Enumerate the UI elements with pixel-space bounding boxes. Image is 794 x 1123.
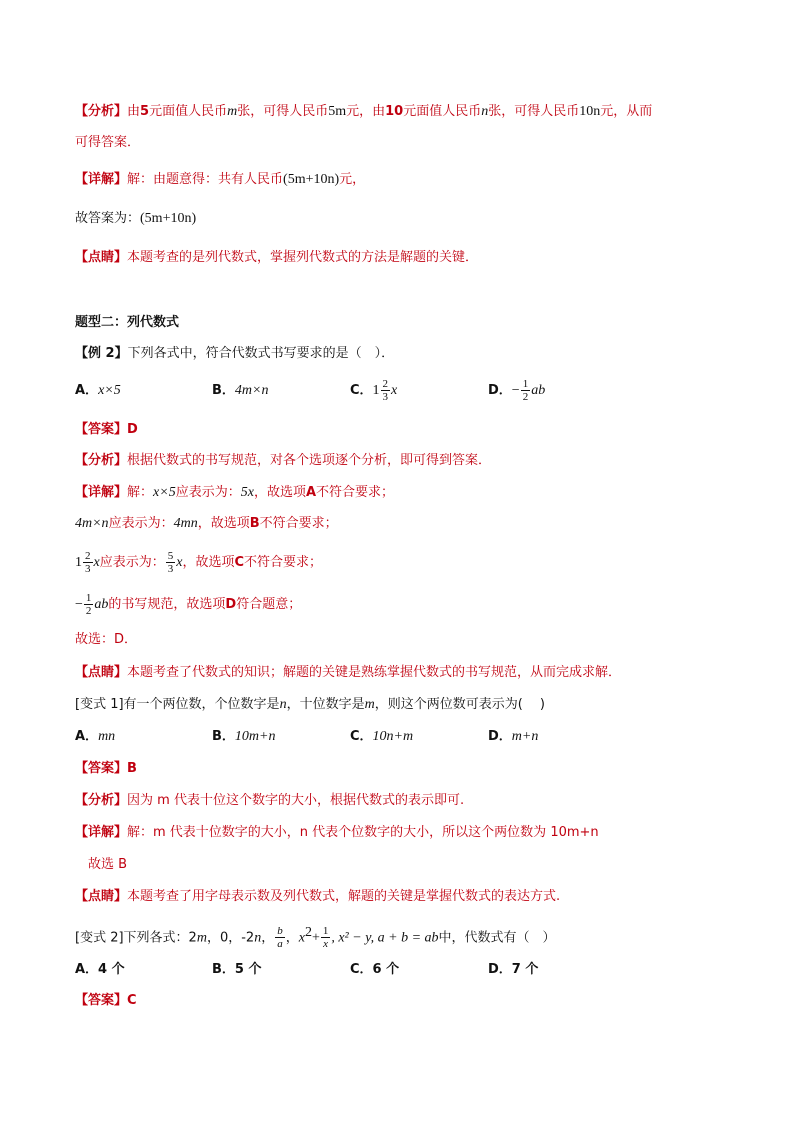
analysis-tag: 【分析】: [75, 104, 128, 119]
detail-tag: 【详解】: [75, 172, 128, 187]
ex2-option-b: B．4m×n: [212, 383, 269, 398]
ex2-option-c: C．1 $\frac{2}{3}$ x: [350, 378, 398, 403]
var1-option-d: D．m+n: [488, 729, 539, 744]
section-title: 题型二：列代数式: [75, 315, 180, 330]
ex1-analysis-continued: 可得答案．: [75, 135, 141, 150]
analysis-text-1: 由: [127, 104, 141, 119]
ex2-option-d: D．− $\frac{1}{2}$ ab: [488, 378, 546, 403]
var1-answer: 【答案】B: [75, 761, 137, 776]
ex2-analysis: 【分析】根据代数式的书写规范，对各个选项逐个分析，即可得到答案．: [75, 453, 492, 468]
var1-detail: 【详解】解：m 代表十位数字的大小，n 代表个位数字的大小，所以这个两位数为 10m+n: [75, 825, 599, 840]
ex2-detail-a: 【详解】解：x×5应表示为：5x，故选项A不符合要求；: [75, 485, 395, 500]
var2-option-a: A．4 个: [75, 962, 125, 977]
ex2-question: 【例 2】下列各式中，符合代数式书写要求的是（ ）．: [75, 346, 395, 361]
ex2-option-a: A．x×5: [75, 383, 121, 398]
var1-analysis: 【分析】因为 m 代表十位这个数字的大小，根据代数式的表示即可.: [75, 793, 465, 808]
var1-question: [变式 1]有一个两位数，个位数字是n，十位数字是m，则这个两位数可表示为( ): [75, 697, 545, 712]
comment-tag: 【点睛】: [75, 250, 128, 265]
ex1-detail-line: 【详解】解：由题意得：共有人民币(5m+10n)元，: [75, 172, 366, 187]
ex1-comment-line: 【点睛】本题考查的是列代数式，掌握列代数式的方法是解题的关键．: [75, 250, 479, 265]
var1-option-c: C．10n+m: [350, 729, 414, 744]
ex2-detail-d: − $\frac{1}{2}$ ab的书写规范，故选项D符合题意；: [75, 592, 302, 617]
ex2-choose: 故选：D．: [75, 632, 138, 647]
var1-comment: 【点睛】本题考查了用字母表示数及列代数式，解题的关键是掌握代数式的表达方式.: [75, 889, 561, 904]
ex2-comment: 【点睛】本题考查了代数式的知识；解题的关键是熟练掌握代数式的书写规范，从而完成求解．: [75, 665, 622, 680]
var2-option-b: B．5 个: [212, 962, 262, 977]
var2-option-d: D．7 个: [488, 962, 539, 977]
var2-question: [变式 2]下列各式：2m，0，-2n， $\frac{b}{a}$ ，$x^2+$ $\frac{1}{x}$ , x² − y, a + b = ab中，代数式有（ ）: [75, 925, 556, 951]
ex1-answer-line: 故答案为：(5m+10n): [75, 211, 197, 226]
ex2-answer: 【答案】D: [75, 422, 138, 437]
ex2-detail-c: 1 $\frac{2}{3}$ x应表示为： $\frac{5}{3}$ x，故选项C不符合要求；: [75, 550, 323, 575]
var2-answer: 【答案】C: [75, 993, 137, 1008]
var1-option-a: A．mn: [75, 729, 116, 744]
mixed-fraction: $\frac{2}{3}$: [382, 378, 389, 403]
ex1-analysis-line: 【分析】由5元面值人民币m张，可得人民币5m元，由10元面值人民币n张，可得人民币10n元，从而: [75, 104, 653, 119]
fraction: $\frac{1}{2}$: [522, 378, 529, 403]
ex2-detail-b: 4m×n应表示为：4mn，故选项B不符合要求；: [75, 516, 338, 531]
var1-choose: 故选 B: [88, 857, 128, 872]
var1-option-b: B．10m+n: [212, 729, 276, 744]
var2-option-c: C．6 个: [350, 962, 400, 977]
